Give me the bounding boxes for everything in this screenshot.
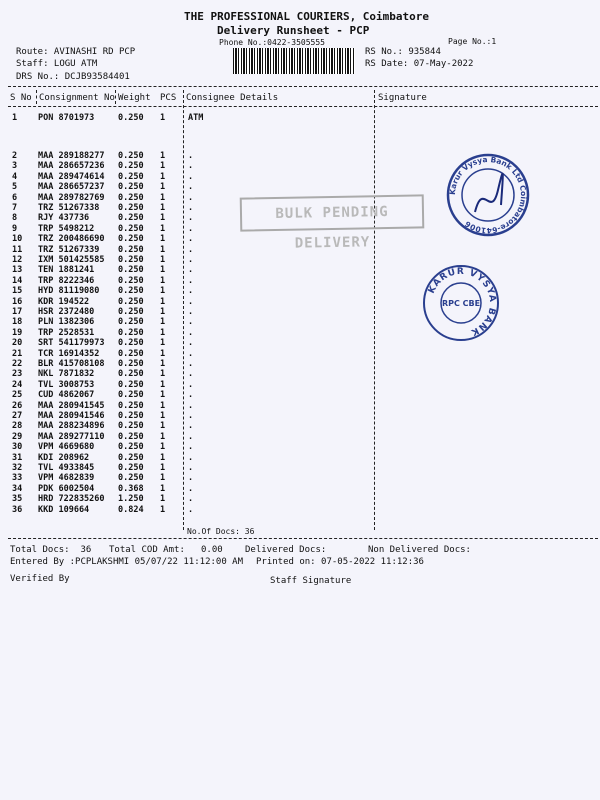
row-consignee-details: . bbox=[188, 286, 194, 297]
barcode bbox=[233, 48, 355, 74]
col-header-pcs: PCS bbox=[160, 93, 177, 103]
row-pcs: 1 bbox=[160, 411, 166, 421]
route: Route: AVINASHI RD PCP bbox=[16, 47, 136, 57]
row-consignee-details: . bbox=[188, 171, 194, 182]
staff: Staff: LOGU ATM bbox=[16, 59, 98, 69]
row-pcs: 1 bbox=[160, 203, 166, 213]
row-consignment-no: MAA 286657236 bbox=[38, 161, 105, 172]
row-sno: 21 bbox=[12, 348, 23, 359]
printed-on: Printed on: 07-05-2022 11:12:36 bbox=[256, 557, 424, 567]
row-weight: 0.250 bbox=[118, 390, 144, 401]
row-weight: 0.824 bbox=[118, 504, 144, 515]
row-consignment-no: KDR 194522 bbox=[38, 296, 90, 307]
row-pcs: 1 bbox=[160, 265, 166, 276]
table-row bbox=[0, 307, 600, 317]
row-pcs: 1 bbox=[160, 431, 166, 442]
row-consignee-details: . bbox=[188, 463, 194, 473]
row-pcs: 1 bbox=[160, 421, 166, 432]
table-row bbox=[0, 359, 600, 369]
table-row bbox=[0, 432, 600, 442]
row-pcs: 1 bbox=[160, 473, 166, 484]
table-row bbox=[0, 328, 600, 338]
row-consignee-details: . bbox=[188, 411, 194, 421]
row-sno: 12 bbox=[12, 255, 23, 265]
row-weight: 0.250 bbox=[118, 431, 144, 442]
header-bottom-rule bbox=[8, 106, 598, 107]
row-consignment-no: MAA 289782769 bbox=[38, 192, 105, 203]
row-weight: 0.250 bbox=[118, 275, 144, 286]
row-sno: 4 bbox=[12, 171, 18, 182]
row-weight: 0.250 bbox=[118, 234, 144, 245]
row-sno: 30 bbox=[12, 442, 23, 453]
row-pcs: 1 bbox=[160, 171, 166, 182]
row-consignment-no: RJY 437736 bbox=[38, 213, 90, 224]
row-weight: 0.250 bbox=[118, 296, 144, 307]
row-sno: 27 bbox=[12, 411, 23, 421]
row-weight: 0.250 bbox=[118, 442, 144, 453]
col-header-weight: Weight bbox=[118, 93, 151, 103]
row-consignee-details: . bbox=[188, 296, 194, 307]
row-weight: 0.250 bbox=[118, 452, 144, 463]
row-weight: 0.250 bbox=[118, 213, 144, 224]
row-weight: 0.368 bbox=[118, 483, 144, 494]
row-weight: 0.250 bbox=[118, 307, 144, 317]
table-row bbox=[0, 401, 600, 411]
row-consignment-no: VPM 4682839 bbox=[38, 473, 95, 484]
row-weight: 0.250 bbox=[118, 411, 144, 421]
page-number: Page No.:1 bbox=[448, 37, 497, 46]
row-weight: 0.250 bbox=[118, 359, 144, 369]
row-sno: 1 bbox=[12, 113, 18, 123]
row-pcs: 1 bbox=[160, 504, 166, 515]
row-sno: 25 bbox=[12, 390, 23, 401]
bulk-delivery-stamp: BULK PENDING DELIVERY bbox=[240, 194, 425, 231]
row-consignee-details: . bbox=[188, 483, 194, 494]
row-consignment-no: TRZ 200486690 bbox=[38, 234, 105, 245]
row-consignee-details: . bbox=[188, 244, 194, 255]
table-row bbox=[0, 453, 600, 463]
staff-signature: Staff Signature bbox=[270, 576, 352, 586]
row-weight: 0.250 bbox=[118, 151, 144, 161]
row-weight: 0.250 bbox=[118, 203, 144, 213]
row-sno: 19 bbox=[12, 327, 23, 338]
table-row bbox=[0, 380, 600, 390]
row-pcs: 1 bbox=[160, 151, 166, 161]
row-consignee-details: . bbox=[188, 265, 194, 276]
row-consignee-details: . bbox=[188, 327, 194, 338]
row-consignment-no: HSR 2372480 bbox=[38, 307, 95, 317]
row-consignment-no: MAA 286657237 bbox=[38, 182, 105, 193]
row-consignee-details: . bbox=[188, 504, 194, 515]
kvb-seal-text: KARUR VYSYA BANK bbox=[426, 266, 498, 338]
row-consignment-no: CUD 4862067 bbox=[38, 390, 95, 401]
row-pcs: 1 bbox=[160, 463, 166, 473]
verified-by: Verified By bbox=[10, 574, 70, 584]
row-consignment-no: HRD 722835260 bbox=[38, 494, 105, 505]
row-pcs: 1 bbox=[160, 223, 166, 234]
row-pcs: 1 bbox=[160, 317, 166, 328]
row-consignment-no: PDK 6002504 bbox=[38, 483, 95, 494]
row-consignment-no: MAA 289188277 bbox=[38, 151, 105, 161]
drs-number: DRS No.: DCJB93584401 bbox=[16, 72, 130, 82]
row-consignee-details: . bbox=[188, 317, 194, 328]
row-pcs: 1 bbox=[160, 359, 166, 369]
row-weight: 0.250 bbox=[118, 265, 144, 276]
row-weight: 0.250 bbox=[118, 338, 144, 349]
header-top-rule bbox=[8, 86, 598, 87]
table-row bbox=[0, 265, 600, 275]
col-header-consignee: Consignee Details bbox=[186, 93, 279, 103]
row-sno: 29 bbox=[12, 431, 23, 442]
row-sno: 8 bbox=[12, 213, 18, 224]
row-consignment-no: NKL 7871832 bbox=[38, 369, 95, 380]
rs-date: RS Date: 07-May-2022 bbox=[365, 59, 474, 69]
row-consignee-details: . bbox=[188, 390, 194, 401]
row-pcs: 1 bbox=[160, 244, 166, 255]
table-row bbox=[0, 390, 600, 400]
row-weight: 0.250 bbox=[118, 286, 144, 297]
phone-number: Phone No.:0422-3505555 bbox=[219, 38, 325, 47]
row-consignee-details: . bbox=[188, 348, 194, 359]
row-sno: 36 bbox=[12, 504, 23, 515]
row-weight: 0.250 bbox=[118, 473, 144, 484]
row-sno: 13 bbox=[12, 265, 23, 276]
row-consignment-no: MAA 280941545 bbox=[38, 400, 105, 411]
row-pcs: 1 bbox=[160, 192, 166, 203]
row-consignment-no: VPM 4669680 bbox=[38, 442, 95, 453]
row-consignment-no: SRT 541179973 bbox=[38, 338, 105, 349]
row-consignee-details: . bbox=[188, 421, 194, 432]
row-consignee-details: . bbox=[188, 223, 194, 234]
row-consignment-no: TRP 5498212 bbox=[38, 223, 95, 234]
row-consignment-no: PON 8701973 bbox=[38, 113, 95, 123]
row-consignee-details: . bbox=[188, 192, 194, 203]
row-pcs: 1 bbox=[160, 275, 166, 286]
col-header-sno: S No bbox=[10, 93, 32, 103]
row-pcs: 1 bbox=[160, 338, 166, 349]
row-pcs: 1 bbox=[160, 369, 166, 380]
col-divider bbox=[36, 90, 37, 104]
row-sno: 34 bbox=[12, 483, 23, 494]
row-weight: 0.250 bbox=[118, 113, 144, 123]
table-row bbox=[0, 338, 600, 348]
row-pcs: 1 bbox=[160, 379, 166, 390]
row-pcs: 1 bbox=[160, 452, 166, 463]
row-consignee-details: . bbox=[188, 379, 194, 390]
row-sno: 35 bbox=[12, 494, 23, 505]
row-consignee-details: . bbox=[188, 203, 194, 213]
kvb-rpc-seal-icon bbox=[420, 262, 502, 344]
row-consignment-no: TCR 16914352 bbox=[38, 348, 100, 359]
table-row bbox=[0, 473, 600, 483]
row-sno: 5 bbox=[12, 182, 18, 193]
row-sno: 22 bbox=[12, 359, 23, 369]
entered-by: Entered By :PCPLAKSHMI 05/07/22 11:12:00 AM bbox=[10, 557, 243, 567]
row-consignee-details: . bbox=[188, 473, 194, 484]
row-weight: 0.250 bbox=[118, 348, 144, 359]
row-sno: 10 bbox=[12, 234, 23, 245]
row-pcs: 1 bbox=[160, 255, 166, 265]
row-consignee-details: . bbox=[188, 275, 194, 286]
row-sno: 23 bbox=[12, 369, 23, 380]
row-consignee-details: . bbox=[188, 400, 194, 411]
company-name: THE PROFESSIONAL COURIERS, Coimbatore bbox=[184, 10, 430, 23]
row-consignee-details: ATM bbox=[188, 113, 204, 123]
row-consignment-no: KDI 208962 bbox=[38, 452, 90, 463]
row-sno: 15 bbox=[12, 286, 23, 297]
row-consignment-no: TVL 3008753 bbox=[38, 379, 95, 390]
total-docs: Total Docs: 36 bbox=[10, 545, 92, 555]
row-consignee-details: . bbox=[188, 234, 194, 245]
row-weight: 0.250 bbox=[118, 463, 144, 473]
row-consignment-no: MAA 289474614 bbox=[38, 171, 105, 182]
row-weight: 0.250 bbox=[118, 400, 144, 411]
row-consignee-details: . bbox=[188, 307, 194, 317]
row-pcs: 1 bbox=[160, 161, 166, 172]
total-cod-value: 0.00 bbox=[201, 545, 223, 555]
karur-bank-seal-icon bbox=[443, 150, 533, 240]
row-weight: 0.250 bbox=[118, 182, 144, 193]
kvb-seal-center: RPC CBE bbox=[441, 299, 481, 308]
delivered-docs: Delivered Docs: bbox=[245, 545, 327, 555]
row-weight: 0.250 bbox=[118, 317, 144, 328]
row-weight: 0.250 bbox=[118, 327, 144, 338]
table-row bbox=[0, 484, 600, 494]
row-consignee-details: . bbox=[188, 359, 194, 369]
row-sno: 33 bbox=[12, 473, 23, 484]
row-pcs: 1 bbox=[160, 113, 166, 123]
rs-number: RS No.: 935844 bbox=[365, 47, 441, 57]
row-consignment-no: KKD 109664 bbox=[38, 504, 90, 515]
row-sno: 3 bbox=[12, 161, 18, 172]
row-weight: 0.250 bbox=[118, 369, 144, 380]
row-sno: 31 bbox=[12, 452, 23, 463]
row-consignee-details: . bbox=[188, 151, 194, 161]
row-sno: 2 bbox=[12, 151, 18, 161]
col-header-signature: Signature bbox=[378, 93, 427, 103]
row-sno: 20 bbox=[12, 338, 23, 349]
row-sno: 18 bbox=[12, 317, 23, 328]
table-row bbox=[0, 411, 600, 421]
table-row bbox=[0, 369, 600, 379]
sheet-title: Delivery Runsheet - PCP bbox=[217, 24, 370, 37]
table-row bbox=[0, 442, 600, 452]
row-sno: 9 bbox=[12, 223, 18, 234]
table-row bbox=[0, 317, 600, 327]
row-pcs: 1 bbox=[160, 390, 166, 401]
row-pcs: 1 bbox=[160, 234, 166, 245]
table-row bbox=[0, 505, 600, 515]
row-consignment-no: TRP 8222346 bbox=[38, 275, 95, 286]
row-pcs: 1 bbox=[160, 494, 166, 505]
row-weight: 1.250 bbox=[118, 494, 144, 505]
row-consignee-details: . bbox=[188, 494, 194, 505]
row-consignment-no: TEN 1881241 bbox=[38, 265, 95, 276]
row-pcs: 1 bbox=[160, 442, 166, 453]
table-row bbox=[0, 276, 600, 286]
row-consignment-no: HYD 81119080 bbox=[38, 286, 100, 297]
row-sno: 16 bbox=[12, 296, 23, 307]
row-weight: 0.250 bbox=[118, 192, 144, 203]
row-sno: 14 bbox=[12, 275, 23, 286]
row-sno: 26 bbox=[12, 400, 23, 411]
row-weight: 0.250 bbox=[118, 244, 144, 255]
row-consignee-details: . bbox=[188, 431, 194, 442]
row-weight: 0.250 bbox=[118, 171, 144, 182]
row-consignment-no: TRP 2528531 bbox=[38, 327, 95, 338]
row-consignment-no: TRZ 51267338 bbox=[38, 203, 100, 213]
row-pcs: 1 bbox=[160, 213, 166, 224]
total-cod-label: Total COD Amt: bbox=[109, 545, 185, 555]
table-row bbox=[0, 297, 600, 307]
row-pcs: 1 bbox=[160, 348, 166, 359]
row-pcs: 1 bbox=[160, 296, 166, 307]
karur-seal-text: Karur Vysya Bank Ltd Coimbatore-641006 bbox=[447, 154, 529, 236]
col-divider bbox=[115, 90, 116, 104]
row-weight: 0.250 bbox=[118, 421, 144, 432]
row-consignment-no: MAA 289277110 bbox=[38, 431, 105, 442]
row-consignee-details: . bbox=[188, 161, 194, 172]
row-consignee-details: . bbox=[188, 338, 194, 349]
row-consignment-no: TRZ 51267339 bbox=[38, 244, 100, 255]
row-consignee-details: . bbox=[188, 442, 194, 453]
table-row bbox=[0, 113, 600, 123]
table-row bbox=[0, 494, 600, 504]
row-sno: 6 bbox=[12, 192, 18, 203]
row-pcs: 1 bbox=[160, 182, 166, 193]
table-row bbox=[0, 349, 600, 359]
row-consignment-no: PLN 1382306 bbox=[38, 317, 95, 328]
row-sno: 32 bbox=[12, 463, 23, 473]
row-consignee-details: . bbox=[188, 255, 194, 265]
row-consignment-no: BLR 415708108 bbox=[38, 359, 105, 369]
col-header-consignment: Consignment No bbox=[39, 93, 115, 103]
row-pcs: 1 bbox=[160, 327, 166, 338]
row-consignee-details: . bbox=[188, 213, 194, 224]
row-consignee-details: . bbox=[188, 452, 194, 463]
row-pcs: 1 bbox=[160, 483, 166, 494]
table-bottom-rule bbox=[8, 538, 598, 539]
table-row bbox=[0, 286, 600, 296]
row-pcs: 1 bbox=[160, 400, 166, 411]
table-row bbox=[0, 463, 600, 473]
row-consignment-no: IXM 501425585 bbox=[38, 255, 105, 265]
row-weight: 0.250 bbox=[118, 223, 144, 234]
non-delivered-docs: Non Delivered Docs: bbox=[368, 545, 471, 555]
no-of-docs: No.Of Docs: 36 bbox=[187, 527, 255, 536]
row-sno: 11 bbox=[12, 244, 23, 255]
row-sno: 24 bbox=[12, 379, 23, 390]
row-weight: 0.250 bbox=[118, 379, 144, 390]
row-sno: 17 bbox=[12, 307, 23, 317]
row-sno: 7 bbox=[12, 203, 18, 213]
row-consignment-no: TVL 4933845 bbox=[38, 463, 95, 473]
row-sno: 28 bbox=[12, 421, 23, 432]
row-pcs: 1 bbox=[160, 286, 166, 297]
row-consignee-details: . bbox=[188, 182, 194, 193]
row-weight: 0.250 bbox=[118, 161, 144, 172]
row-consignee-details: . bbox=[188, 369, 194, 380]
table-row bbox=[0, 421, 600, 431]
row-consignment-no: MAA 288234896 bbox=[38, 421, 105, 432]
row-weight: 0.250 bbox=[118, 255, 144, 265]
row-pcs: 1 bbox=[160, 307, 166, 317]
row-consignment-no: MAA 280941546 bbox=[38, 411, 105, 421]
